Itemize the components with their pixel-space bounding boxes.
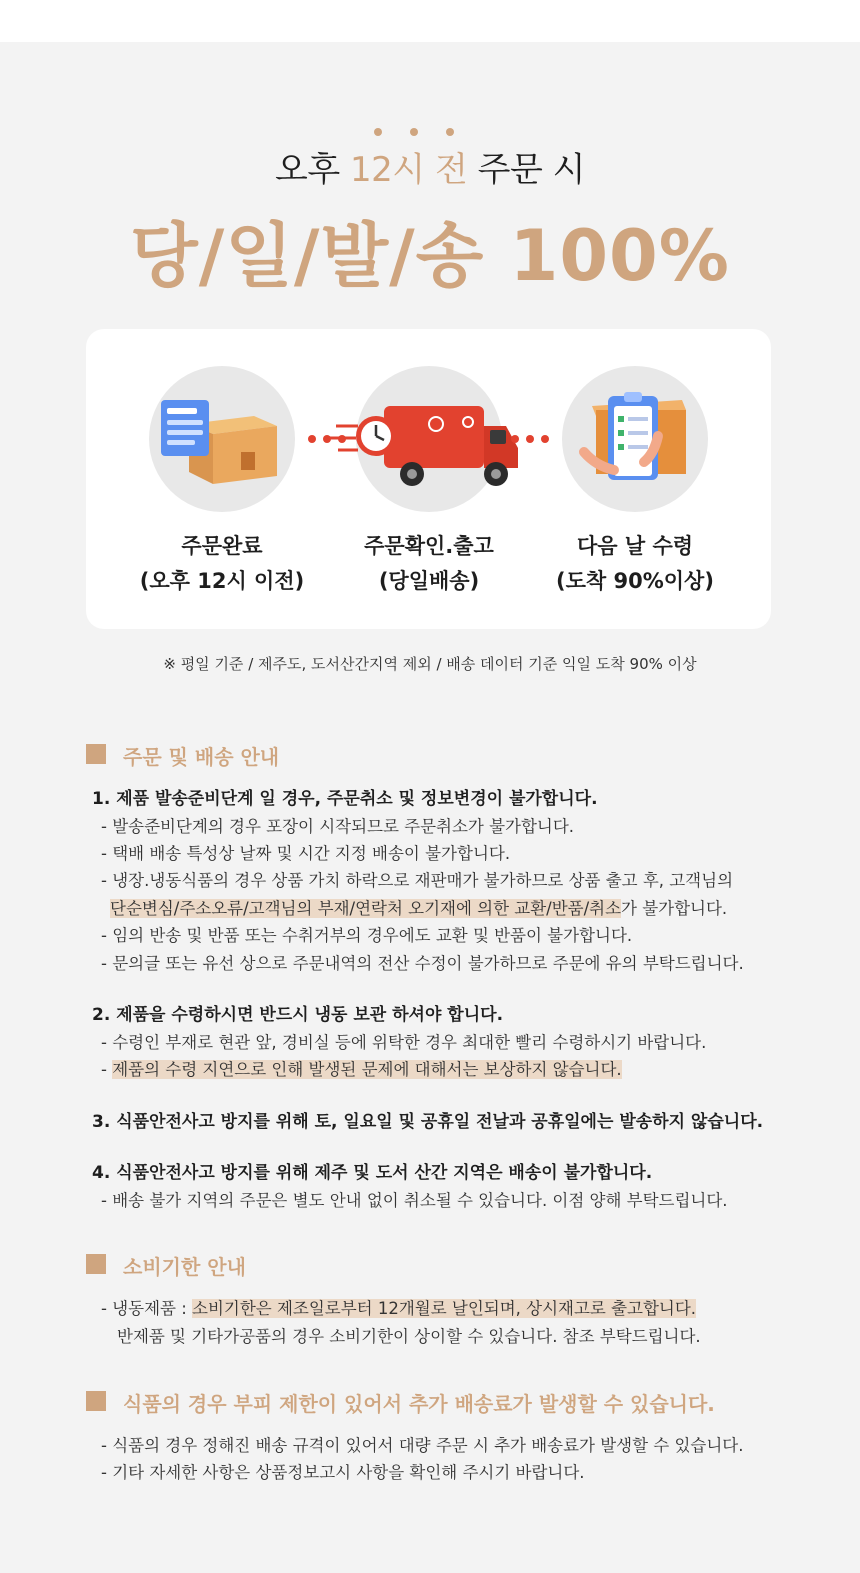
item-2-line-1: - 수령인 부재로 현관 앞, 경비실 등에 위탁한 경우 최대한 빨리 수령하시기 바랍니다.: [101, 1033, 707, 1052]
item-2-line-2: [101, 1058, 622, 1082]
item-1-line-6: - 문의글 또는 유선 상으로 주문내역의 전산 수정이 불가하므로 주문에 유의 부탁드립니다.: [101, 954, 744, 973]
item-4-title: 4. 식품안전사고 방지를 위해 제주 및 도서 산간 지역은 배송이 불가합니다.: [92, 1163, 653, 1183]
expiry-line-1: [101, 1297, 696, 1321]
volume-fee-line-1: - 식품의 경우 정해진 배송 규격이 있어서 대량 주문 시 추가 배송료가 발생할 수 있습니다.: [101, 1436, 744, 1455]
section-marker-square: [86, 744, 106, 764]
item-2-title: 2. 제품을 수령하시면 반드시 냉동 보관 하셔야 합니다.: [92, 1005, 504, 1025]
section-title: 주문 및 배송 안내: [123, 745, 280, 769]
step-3-subtitle: (도착 90%이상): [556, 569, 714, 593]
highlighted-text: 단순변심/주소오류/고객님의 부재/연락처 오기재에 의한 교환/반품/취소: [110, 899, 622, 918]
step-2-subtitle: (당일배송): [378, 569, 480, 593]
delivery-note: ※ 평일 기준 / 제주도, 도서산간지역 제외 / 배송 데이터 기준 익일 도착 90% 이상: [163, 655, 697, 673]
item-4-line-1: - 배송 불가 지역의 주문은 별도 안내 없이 취소될 수 있습니다. 이점 양해 부탁드립니다.: [101, 1191, 728, 1210]
headline-post: 주문 시: [467, 150, 585, 190]
step-3-title: 다음 날 수령: [576, 534, 694, 558]
section-title: 소비기한 안내: [123, 1255, 246, 1279]
item-1-line-1: - 발송준비단계의 경우 포장이 시작되므로 주문취소가 불가합니다.: [101, 817, 575, 836]
item-1-line-4: [110, 897, 727, 921]
item-2-line-2-dash: -: [101, 1060, 113, 1079]
headline-pre: 오후: [275, 150, 351, 190]
step-1-label: [127, 529, 317, 599]
section-marker-square: [86, 1391, 106, 1411]
box-with-list-icon: [149, 366, 295, 512]
decorative-dots: [372, 128, 462, 140]
step-2-circle: [356, 366, 502, 512]
hero-title: 당/일/발/송 100%: [130, 215, 730, 297]
item-1-line-3: - 냉장.냉동식품의 경우 상품 가치 하락으로 재판매가 불가하므로 상품 출고 후, 고객님의: [101, 871, 734, 890]
item-1-line-4-rest: 가 불가합니다.: [621, 899, 728, 918]
highlighted-text: 소비기한은 제조일로부터 12개월로 날인되며, 상시재고로 출고합니다.: [192, 1299, 697, 1318]
section-marker-square: [86, 1254, 106, 1274]
hero-headline: [0, 142, 860, 191]
item-3-title: 3. 식품안전사고 방지를 위해 토, 일요일 및 공휴일 전날과 공휴일에는 발송하지 않습니다.: [92, 1112, 764, 1132]
item-1-title: 1. 제품 발송준비단계 일 경우, 주문취소 및 정보변경이 불가합니다.: [92, 789, 598, 809]
step-3-label: [540, 529, 730, 599]
step-1-subtitle: (오후 12시 이전): [139, 569, 305, 593]
step-2-title: 주문확인.출고: [364, 534, 494, 558]
delivery-truck-clock-icon: [356, 366, 502, 512]
step-2-label: [334, 529, 524, 599]
volume-fee-line-2: - 기타 자세한 사항은 상품정보고시 사항을 확인해 주시기 바랍니다.: [101, 1463, 585, 1482]
connector-dots-2: [511, 435, 551, 443]
expiry-line-2: 반제품 및 기타가공품의 경우 소비기한이 상이할 수 있습니다. 참조 부탁드립니다.: [117, 1327, 701, 1346]
clipboard-checklist-icon: [562, 366, 708, 512]
step-1-title: 주문완료: [181, 534, 263, 558]
expiry-line-1-prefix: - 냉동제품 :: [101, 1299, 193, 1318]
item-1-line-2: - 택배 배송 특성상 날짜 및 시간 지정 배송이 불가합니다.: [101, 844, 511, 863]
step-3-circle: [562, 366, 708, 512]
section-title: 식품의 경우 부피 제한이 있어서 추가 배송료가 발생할 수 있습니다.: [123, 1392, 715, 1416]
delivery-steps-card: [86, 329, 771, 629]
step-1-circle: [149, 366, 295, 512]
highlighted-text: 제품의 수령 지연으로 인해 발생된 문제에 대해서는 보상하지 않습니다.: [112, 1060, 622, 1079]
headline-accent: 12시 전: [350, 150, 468, 190]
item-1-line-5: - 임의 반송 및 반품 또는 수취거부의 경우에도 교환 및 반품이 불가합니다.: [101, 926, 633, 945]
